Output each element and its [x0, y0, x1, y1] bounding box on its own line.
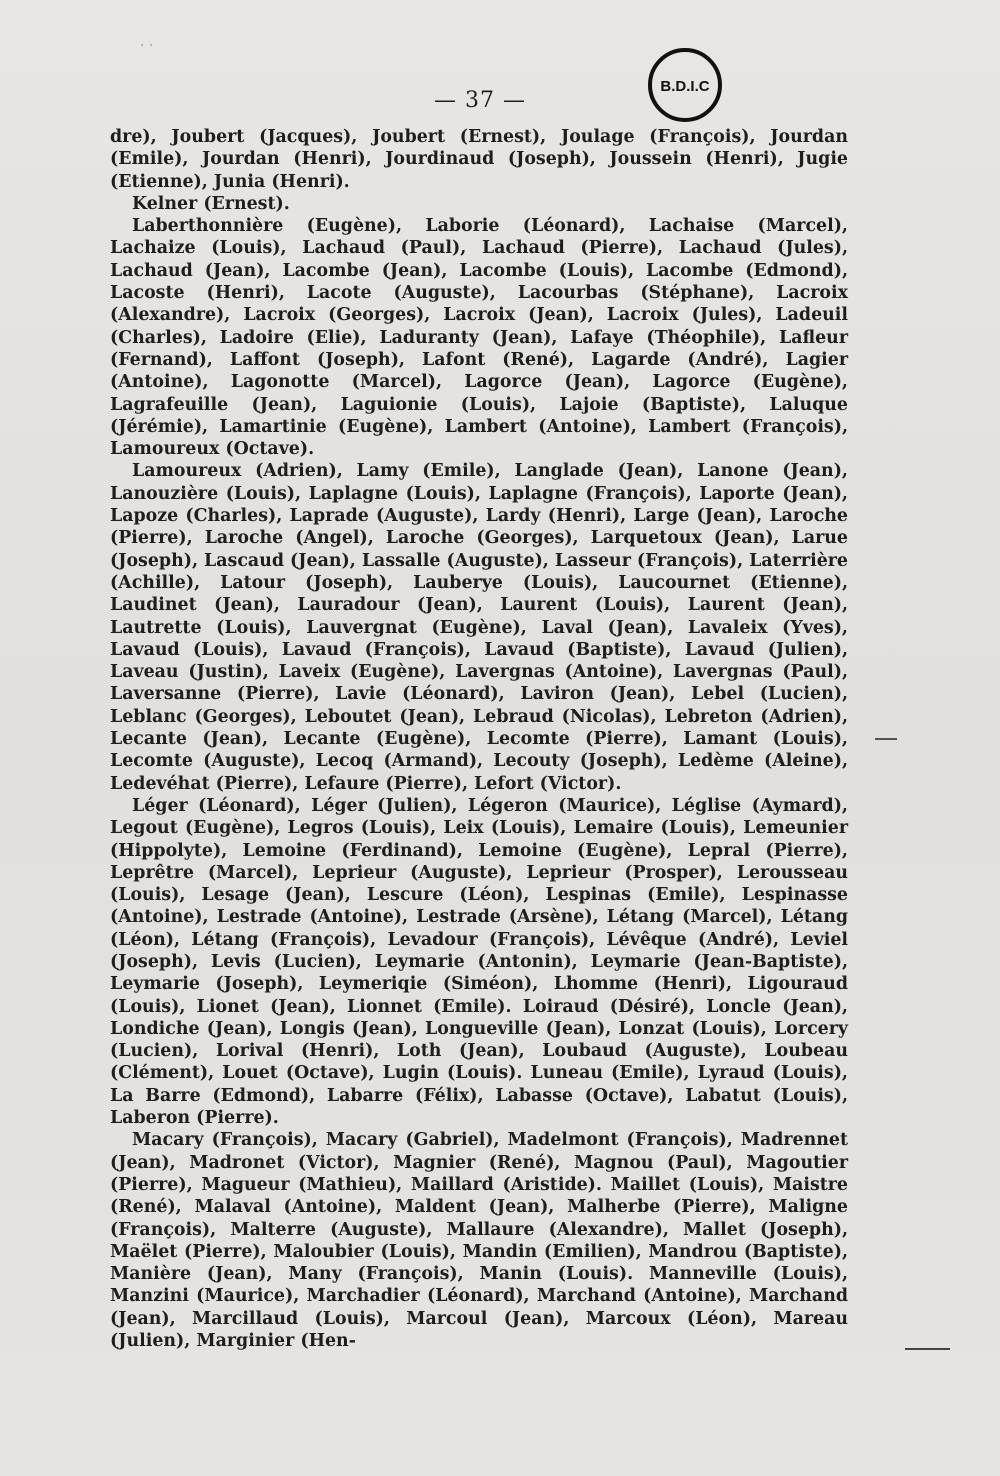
paragraph-ma: Macary (François), Macary (Gabriel), Madelmont (François), Madrennet (Jean), Madronet (Victor), Magnier (René), Magnou (Paul), Magoutier (Pierre), Magueur (Mathieu), Maillard (Aristide). Maillet (Louis), Maistre (René), Malaval (Antoine), Maldent (Jean), Malherbe (Pierre), Maligne (François), Malterre (Auguste), Mallaure (Alexandre), Mallet (Joseph), Maëlet (Pierre), Maloubier (Louis), Mandin (Emilien), Mandrou (Baptiste), Manière (Jean), Many (François), Manin (Louis). Manneville (Louis), Manzini (Maurice), Marchadier (Léonard), Marchand (Antoine), Marchand (Jean), Marcillaud (Louis), Marcoul (Jean), Marcoux (Léon), Mareau (Julien), Marginier (Hen-	[110, 1130, 848, 1352]
paragraph-la-2: Lamoureux (Adrien), Lamy (Emile), Langlade (Jean), Lanone (Jean), Lanouzière (Louis), Laplagne (Louis), Laplagne (François), Laporte (Jean), Lapoze (Charles), Laprade (Auguste), Lardy (Henri), Large (Jean), Laroche (Pierre), Laroche (Angel), Laroche (Georges), Larquetoux (Jean), Larue (Joseph), Lascaud (Jean), Lassalle (Auguste), Lasseur (François), Laterrière (Achille), Latour (Joseph), Lauberye (Louis), Laucournet (Etienne), Laudinet (Jean), Lauradour (Jean), Laurent (Louis), Laurent (Jean), Lautrette (Louis), Lauvergnat (Eugène), Laval (Jean), Lavaleix (Yves), Lavaud (Louis), Lavaud (François), Lavaud (Baptiste), Lavaud (Julien), Laveau (Justin), Laveix (Eugène), Lavergnas (Antoine), Lavergnas (Paul), Laversanne (Pierre), Lavie (Léonard), Laviron (Jean), Lebel (Lucien), Leblanc (Georges), Leboutet (Jean), Lebraud (Nicolas), Lebreton (Adrien), Lecante (Jean), Lecante (Eugène), Lecomte (Pierre), Lamant (Louis), Lecomte (Auguste), Lecoq (Armand), Lecouty (Joseph), Ledème (Aleine), Ledevéhat (Pierre), Lefaure (Pierre), Lefort (Victor).	[110, 461, 848, 794]
scan-speck: · ·	[140, 38, 154, 54]
paragraph-continuation: dre), Joubert (Jacques), Joubert (Ernest), Joulage (François), Jourdan (Emile), Jourdan (Henri), Jourdinaud (Joseph), Joussein (Henri), Jugie (Etienne), Junia (Henri).	[110, 127, 848, 192]
paragraph-la-1: Laberthonnière (Eugène), Laborie (Léonard), Lachaise (Marcel), Lachaize (Louis), Lachaud (Paul), Lachaud (Pierre), Lachaud (Jules), Lachaud (Jean), Lacombe (Jean), Lacombe (Louis), Lacombe (Edmond), Lacoste (Henri), Lacote (Auguste), Lacourbas (Stéphane), Lacroix (Alexandre), Lacroix (Georges), Lacroix (Jean), Lacroix (Jules), Ladeuil (Charles), Ladoire (Elie), Laduranty (Jean), Lafaye (Théophile), Lafleur (Fernand), Laffont (Joseph), Lafont (René), Lagarde (André), Lagier (Antoine), Lagonotte (Marcel), Lagorce (Jean), Lagorce (Eugène), Lagrafeuille (Jean), Laguionie (Louis), Lajoie (Baptiste), Laluque (Jérémie), Lamartinie (Eugène), Lambert (Antoine), Lambert (François), Lamoureux (Octave).	[110, 216, 848, 460]
margin-mark	[875, 738, 897, 740]
bdic-stamp	[645, 45, 725, 125]
margin-mark	[905, 1348, 950, 1350]
paragraph-k: Kelner (Ernest).	[132, 193, 290, 214]
paragraph-le-lo: Léger (Léonard), Léger (Julien), Légeron (Maurice), Léglise (Aymard), Legout (Eugène), Legros (Louis), Leix (Louis), Lemaire (Louis), Lemeunier (Hippolyte), Lemoine (Ferdinand), Lemoine (Eugène), Lepral (Pierre), Leprêtre (Marcel), Leprieur (Auguste), Leprieur (Prosper), Lerousseau (Louis), Lesage (Jean), Lescure (Léon), Lespinas (Emile), Lespinasse (Antoine), Lestrade (Antoine), Lestrade (Arsène), Létang (Marcel), Létang (Léon), Létang (François), Levadour (François), Lévêque (André), Leviel (Joseph), Levis (Lucien), Leymarie (Antonin), Leymarie (Jean-Baptiste), Leymarie (Joseph), Leymeriqie (Siméon), Lhomme (Henri), Ligouraud (Louis), Lionet (Jean), Lionnet (Emile). Loiraud (Désiré), Loncle (Jean), Londiche (Jean), Longis (Jean), Longueville (Jean), Lonzat (Louis), Lorcery (Lucien), Lorival (Henri), Loth (Jean), Loubaud (Auguste), Loubeau (Clément), Louet (Octave), Lugin (Louis). Luneau (Emile), Lyraud (Louis), La Barre (Edmond), Labarre (Félix), Labasse (Octave), Labatut (Louis), Laberon (Pierre).	[110, 795, 848, 1129]
page-number: — 37 —	[434, 88, 526, 113]
stamp-text: B.D.I.C	[660, 78, 710, 95]
body-text	[110, 126, 848, 1352]
